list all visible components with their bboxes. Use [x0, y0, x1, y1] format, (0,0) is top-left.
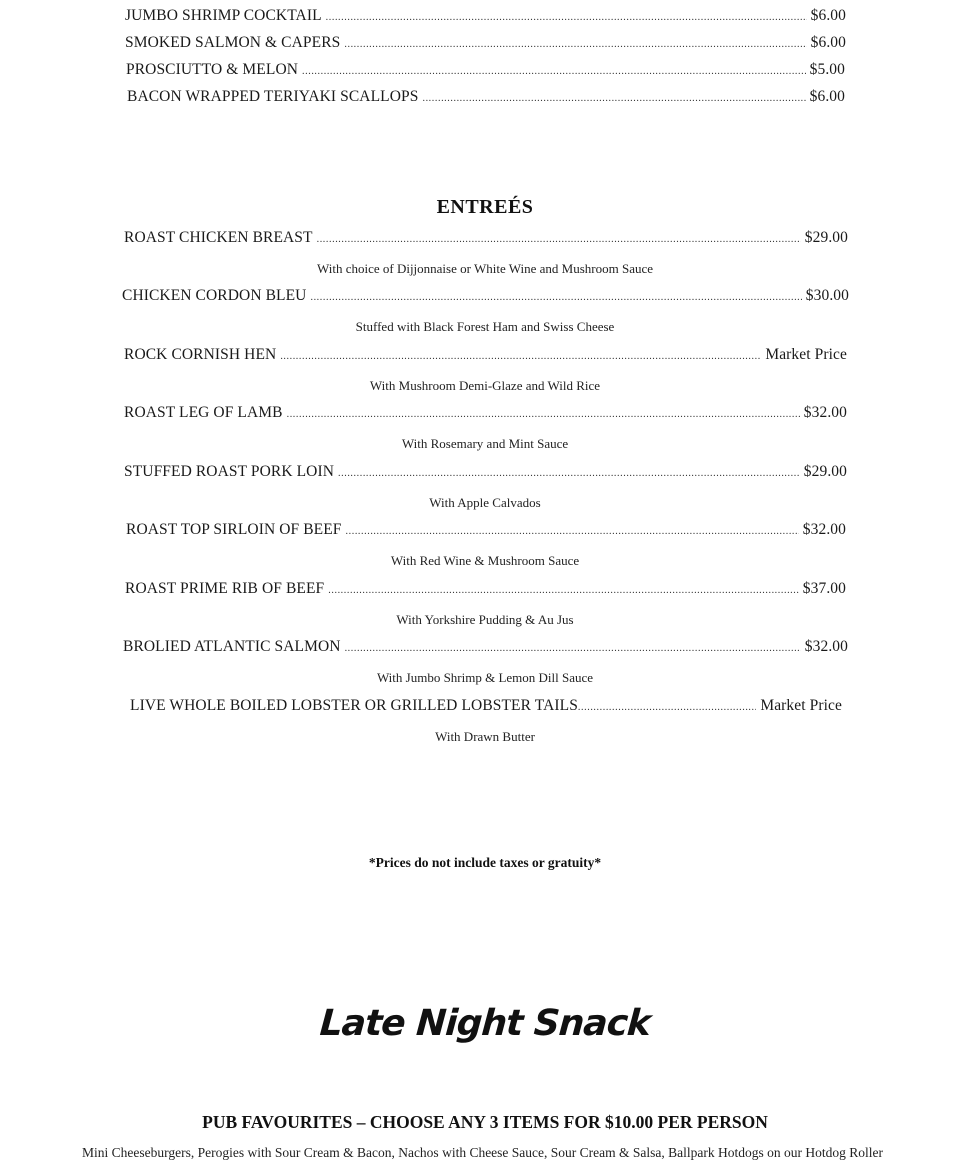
item-description: With Yorkshire Pudding & Au Jus	[396, 612, 574, 627]
item-description: With Red Wine & Mushroom Sauce	[390, 553, 580, 568]
dot-leader	[345, 644, 801, 654]
menu-line-roast-leg-of-lamb	[124, 404, 847, 422]
item-description: With choice of Dijjonnaise or White Wine and Mushroom Sauce	[316, 261, 654, 276]
menu-line-roast-prime-rib	[125, 580, 846, 598]
item-description: Stuffed with Black Forest Ham and Swiss Cheese	[355, 319, 615, 334]
item-name: ROAST TOP SIRLOIN OF BEEF	[126, 521, 342, 538]
dot-leader	[287, 410, 800, 420]
menu-line-jumbo-shrimp-cocktail	[125, 7, 846, 25]
menu-line-atlantic-salmon	[123, 638, 848, 656]
dot-leader	[338, 469, 800, 479]
item-price: $6.00	[809, 88, 845, 105]
item-price: Market Price	[765, 346, 847, 363]
item-name: LIVE WHOLE BOILED LOBSTER OR GRILLED LOBSTER TAILS	[130, 697, 578, 714]
menu-line-rock-cornish-hen	[124, 346, 847, 364]
late-night-title: Late Night Snack	[318, 1003, 652, 1044]
menu-line-stuffed-roast-pork-loin	[124, 463, 847, 481]
item-price: $29.00	[804, 229, 848, 246]
item-name: ROCK CORNISH HEN	[124, 346, 277, 363]
dot-leader	[302, 67, 806, 77]
price-note: *Prices do not include taxes or gratuity*	[368, 855, 602, 870]
item-price: $32.00	[804, 638, 848, 655]
menu-line-roast-top-sirloin	[126, 521, 846, 539]
entrees-heading: ENTREÉS	[436, 196, 534, 218]
item-description: With Apple Calvados	[429, 495, 541, 510]
dot-leader	[310, 293, 801, 303]
menu-line-roast-chicken-breast	[124, 229, 848, 247]
item-name: STUFFED ROAST PORK LOIN	[124, 463, 335, 480]
item-name: SMOKED SALMON & CAPERS	[125, 34, 341, 51]
item-description: With Jumbo Shrimp & Lemon Dill Sauce	[376, 670, 594, 685]
menu-line-lobster	[130, 697, 842, 715]
item-price: $29.00	[803, 463, 847, 480]
item-description: With Drawn Butter	[435, 729, 535, 744]
dot-leader	[344, 40, 806, 50]
item-price: $30.00	[805, 287, 849, 304]
item-price: $37.00	[802, 580, 846, 597]
dot-leader	[317, 235, 801, 245]
item-description: With Mushroom Demi-Glaze and Wild Rice	[369, 378, 601, 393]
pub-favourites-items: Mini Cheeseburgers, Perogies with Sour Cream & Bacon, Nachos with Cheese Sauce, Sour Cream & Salsa, Ballpark Hotdogs on our Hotdog Roller	[82, 1145, 883, 1160]
menu-line-chicken-cordon-bleu	[122, 287, 849, 305]
dot-leader	[280, 352, 761, 362]
menu-line-smoked-salmon-capers	[125, 34, 846, 52]
item-price: $5.00	[809, 61, 845, 78]
menu-line-bacon-wrapped-scallops	[127, 88, 845, 106]
item-price: $32.00	[802, 521, 846, 538]
item-name: BACON WRAPPED TERIYAKI SCALLOPS	[127, 88, 419, 105]
dot-leader	[578, 703, 756, 713]
dot-leader	[328, 586, 799, 596]
item-name: JUMBO SHRIMP COCKTAIL	[125, 7, 322, 24]
item-name: CHICKEN CORDON BLEU	[122, 287, 307, 304]
dot-leader	[326, 13, 807, 23]
item-price: $6.00	[810, 34, 846, 51]
dot-leader	[346, 527, 799, 537]
item-name: BROLIED ATLANTIC SALMON	[123, 638, 341, 655]
item-price: $32.00	[803, 404, 847, 421]
item-name: PROSCIUTTO & MELON	[126, 61, 299, 78]
pub-favourites-title: PUB FAVOURITES – CHOOSE ANY 3 ITEMS FOR $10.00 PER PERSON	[202, 1112, 768, 1132]
menu-line-prosciutto-melon	[126, 61, 845, 79]
item-name: ROAST CHICKEN BREAST	[124, 229, 313, 246]
item-price: Market Price	[760, 697, 842, 714]
item-description: With Rosemary and Mint Sauce	[401, 436, 569, 451]
item-name: ROAST PRIME RIB OF BEEF	[125, 580, 325, 597]
item-name: ROAST LEG OF LAMB	[124, 404, 283, 421]
dot-leader	[422, 94, 805, 104]
item-price: $6.00	[810, 7, 846, 24]
